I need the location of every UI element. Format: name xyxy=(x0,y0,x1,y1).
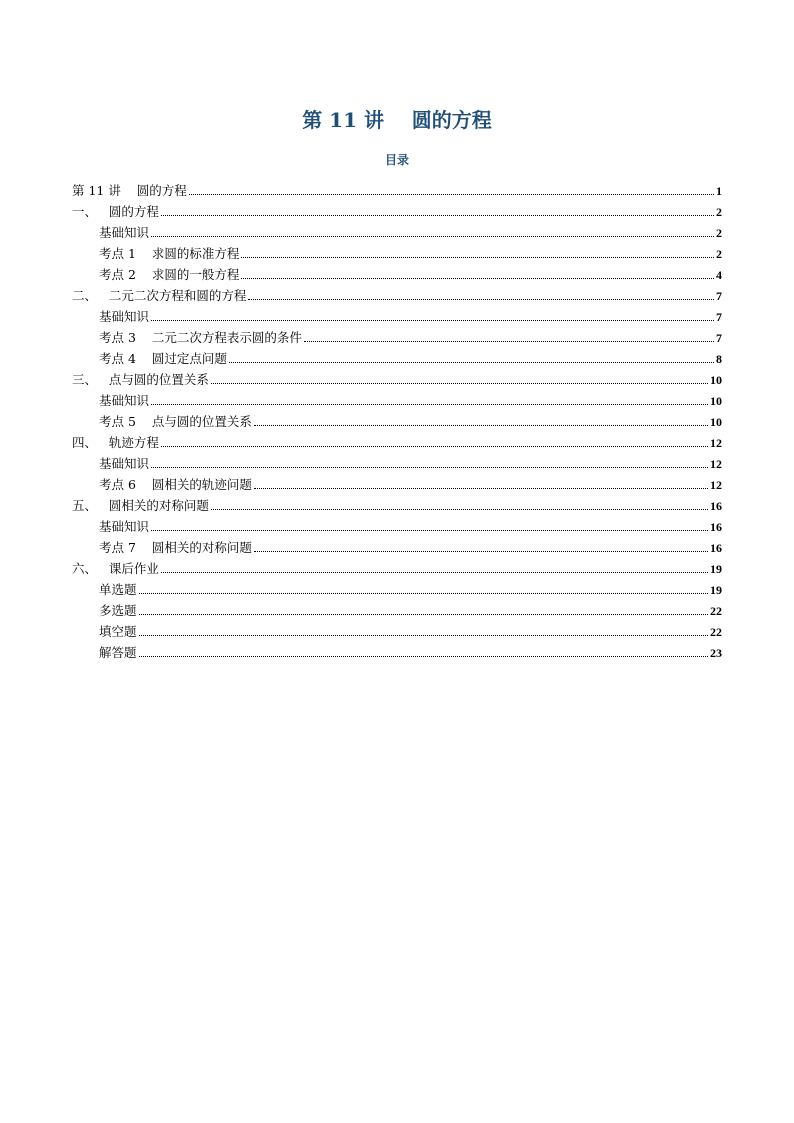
toc-entry-page-number: 19 xyxy=(710,583,722,597)
toc-entry-page-number: 2 xyxy=(716,226,722,240)
toc-entry[interactable] xyxy=(72,262,722,283)
toc-entry[interactable] xyxy=(72,220,722,241)
toc-entry-page-number: 7 xyxy=(716,331,722,345)
toc-entry[interactable] xyxy=(72,283,722,304)
toc-dot-leader xyxy=(254,424,708,426)
toc-entry-page-number: 8 xyxy=(716,352,722,366)
toc-entry-page-number: 22 xyxy=(710,604,722,618)
toc-entry-title: 一、 圆的方程 xyxy=(72,204,159,219)
toc-entry[interactable] xyxy=(72,199,722,220)
toc-entry[interactable] xyxy=(72,304,722,325)
toc-dot-leader xyxy=(211,382,708,384)
toc-entry-page-number: 16 xyxy=(710,520,722,534)
toc-dot-leader xyxy=(151,403,708,405)
toc-entry-page-number: 22 xyxy=(710,625,722,639)
toc-entry-title: 考点 5 点与圆的位置关系 xyxy=(99,414,252,429)
toc-dot-leader xyxy=(151,235,714,237)
toc-dot-leader xyxy=(139,655,708,657)
toc-entry-title: 解答题 xyxy=(99,645,137,660)
toc-entry-title: 三、 点与圆的位置关系 xyxy=(72,372,209,387)
toc-entry-page-number: 23 xyxy=(710,646,722,660)
toc-entry[interactable] xyxy=(72,472,722,493)
toc-entry[interactable] xyxy=(72,241,722,262)
toc-entry-page-number: 10 xyxy=(710,394,722,408)
document-title: 第 11 讲 圆的方程 xyxy=(302,108,492,132)
toc-dot-leader xyxy=(161,214,714,216)
toc-entry[interactable] xyxy=(72,325,722,346)
toc-entry[interactable] xyxy=(72,430,722,451)
toc-dot-leader xyxy=(254,487,708,489)
toc-entry[interactable] xyxy=(72,178,722,199)
toc-entry[interactable] xyxy=(72,346,722,367)
toc-entry[interactable] xyxy=(72,598,722,619)
toc-entry-title: 考点 4 圆过定点问题 xyxy=(99,351,227,366)
toc-dot-leader xyxy=(304,340,714,342)
toc-dot-leader xyxy=(139,634,708,636)
toc-entry[interactable] xyxy=(72,577,722,598)
toc-dot-leader xyxy=(151,466,708,468)
toc-entry-page-number: 2 xyxy=(716,205,722,219)
toc-entry-title: 考点 2 求圆的一般方程 xyxy=(99,267,240,282)
toc-entry[interactable] xyxy=(72,493,722,514)
toc-entry-title: 基础知识 xyxy=(99,519,150,534)
toc-entry[interactable] xyxy=(72,409,722,430)
toc-entry-page-number: 12 xyxy=(710,436,722,450)
toc-entry[interactable] xyxy=(72,535,722,556)
toc-dot-leader xyxy=(189,193,714,195)
toc-dot-leader xyxy=(151,529,708,531)
toc-entry-title: 考点 7 圆相关的对称问题 xyxy=(99,540,252,555)
toc-heading: 目录 xyxy=(384,153,409,167)
toc-entry-page-number: 7 xyxy=(716,289,722,303)
toc-dot-leader xyxy=(241,256,714,258)
toc-dot-leader xyxy=(139,613,708,615)
toc-entry[interactable] xyxy=(72,388,722,409)
toc-entry-page-number: 16 xyxy=(710,499,722,513)
toc-entry-page-number: 16 xyxy=(710,541,722,555)
toc-entry[interactable] xyxy=(72,556,722,577)
toc-dot-leader xyxy=(241,277,714,279)
toc-dot-leader xyxy=(248,298,714,300)
toc-entry[interactable] xyxy=(72,367,722,388)
toc-entry-page-number: 10 xyxy=(710,415,722,429)
toc-entry-title: 考点 1 求圆的标准方程 xyxy=(99,246,240,261)
toc-entry[interactable] xyxy=(72,514,722,535)
toc-entry-page-number: 7 xyxy=(716,310,722,324)
toc-entry-title: 多选题 xyxy=(99,603,137,618)
toc-entry-page-number: 1 xyxy=(716,184,722,198)
toc-entry-page-number: 10 xyxy=(710,373,722,387)
toc-entry[interactable] xyxy=(72,619,722,640)
toc-dot-leader xyxy=(229,361,714,363)
toc-entry-page-number: 19 xyxy=(710,562,722,576)
toc-entry-title: 基础知识 xyxy=(99,456,150,471)
toc-entry-page-number: 2 xyxy=(716,247,722,261)
table-of-contents xyxy=(72,178,722,661)
toc-entry-title: 五、 圆相关的对称问题 xyxy=(72,498,209,513)
toc-entry-page-number: 12 xyxy=(710,457,722,471)
toc-entry-title: 第 11 讲 圆的方程 xyxy=(72,183,187,198)
toc-entry-title: 四、 轨迹方程 xyxy=(72,435,159,450)
toc-dot-leader xyxy=(254,550,708,552)
toc-entry[interactable] xyxy=(72,640,722,661)
toc-dot-leader xyxy=(151,319,714,321)
toc-dot-leader xyxy=(139,592,708,594)
toc-entry-title: 二、 二元二次方程和圆的方程 xyxy=(72,288,247,303)
toc-entry-title: 基础知识 xyxy=(99,225,150,240)
toc-entry-title: 六、 课后作业 xyxy=(72,561,159,576)
toc-entry-title: 单选题 xyxy=(99,582,137,597)
toc-entry-title: 考点 3 二元二次方程表示圆的条件 xyxy=(99,330,302,345)
toc-entry-title: 基础知识 xyxy=(99,309,150,324)
toc-entry-page-number: 4 xyxy=(716,268,722,282)
toc-entry-title: 填空题 xyxy=(99,624,137,639)
toc-entry[interactable] xyxy=(72,451,722,472)
toc-dot-leader xyxy=(161,445,708,447)
toc-dot-leader xyxy=(211,508,708,510)
toc-entry-page-number: 12 xyxy=(710,478,722,492)
toc-entry-title: 考点 6 圆相关的轨迹问题 xyxy=(99,477,252,492)
toc-entry-title: 基础知识 xyxy=(99,393,150,408)
toc-dot-leader xyxy=(161,571,708,573)
